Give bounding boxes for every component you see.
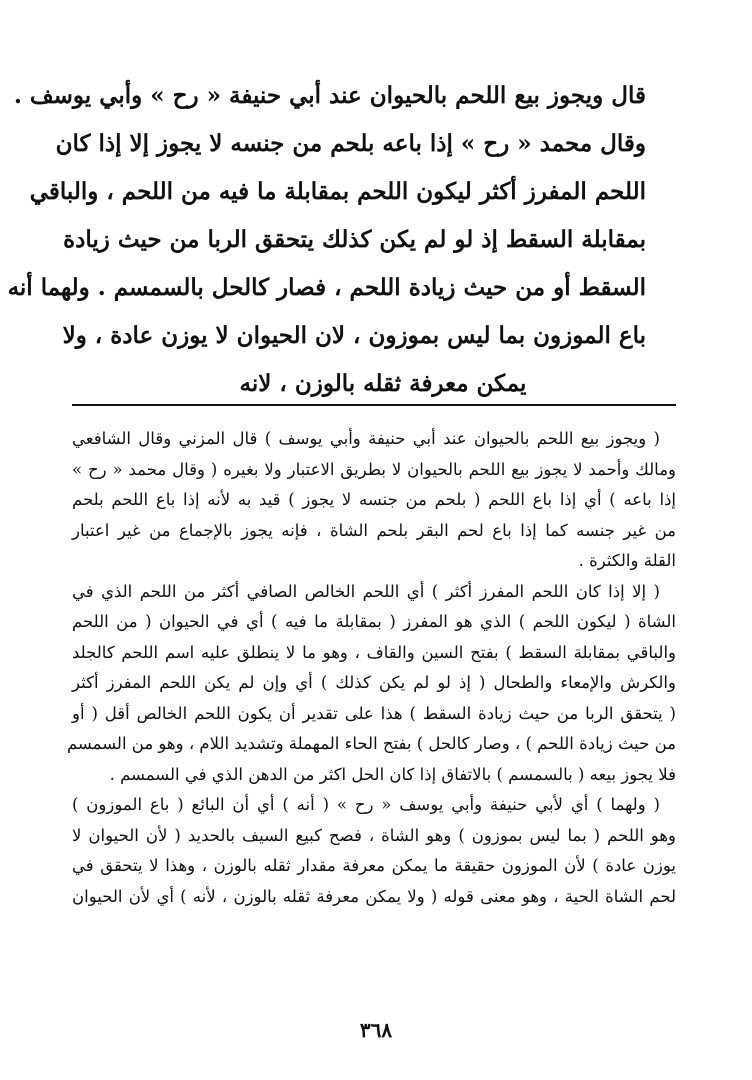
main-text-line: بمقابلة السقط إذ لو لم يكن كذلك يتحقق الربا من حيث زيادة (63, 226, 646, 253)
page-number: ٣٦٨ (359, 1018, 393, 1042)
main-text-block (7, 72, 646, 408)
commentary-line: وهو اللحم ( بما ليس بموزون ) وهو الشاة ، فصح كبيع السيف بالحديد ( لأن الحيوان لا (72, 825, 676, 845)
commentary-line: ( يتحقق الربا من حيث زيادة السقط ) هذا على تقدير أن يكون اللحم الخالص أقل ( أو (72, 703, 676, 723)
main-text-line: اللحم المفرز أكثر ليكون اللحم بمقابلة ما فيه من اللحم ، والباقي (29, 178, 646, 205)
section-divider (72, 404, 676, 406)
main-text-line: قال ويجوز بيع اللحم بالحيوان عند أبي حنيفة « رح » وأبي يوسف . (13, 82, 646, 109)
commentary-line: لحم الشاة الحية ، وهو معنى قوله ( ولا يمكن معرفة ثقله بالوزن ، لأنه ) أي لأن الحيوان (72, 886, 676, 906)
commentary-line: ( ويجوز بيع اللحم بالحيوان عند أبي حنيفة وأبي يوسف ) قال المزني وقال الشافعي (72, 429, 660, 448)
main-text-line: باع الموزون بما ليس بموزون ، لان الحيوان لا يوزن عادة ، ولا (62, 322, 646, 349)
main-text-line: يمكن معرفة ثقله بالوزن ، لانه (239, 370, 527, 397)
commentary-line: إذا باعه ) أي إذا باع اللحم ( بلحم من جنسه لا يجوز ) قيد به لأنه إذا باع اللحم بلحم (72, 490, 676, 509)
commentary-line: من غير جنسه كما إذا باع لحم البقر بلحم الشاة ، فإنه يجوز بالإجماع من غير اعتبار (72, 520, 676, 540)
commentary-line: من حيث زيادة اللحم ) ، وصار كالحل ) بفتح الحاء المهملة وتشديد اللام ، وهو من السمسم (66, 734, 676, 753)
main-text-line: السقط أو من حيث زيادة اللحم ، فصار كالحل بالسمسم . ولهما أنه (7, 274, 646, 301)
commentary-line: ( إلا إذا كان اللحم المفرز أكثر ) أي اللحم الخالص الصافي أكثر من اللحم الذي في (72, 581, 660, 601)
commentary-line: الشاة ( ليكون اللحم ) الذي هو المفرز ( بمقابلة ما فيه ) أي في الحيوان ( من اللحم (72, 612, 676, 631)
commentary-line: ومالك وأحمد لا يجوز بيع اللحم بالحيوان لا بطريق الاعتبار ولا بغيره ( وقال محمد « رح » (72, 459, 676, 479)
commentary-line: القلة والكثرة . (578, 551, 676, 570)
commentary-line: والباقي بمقابلة السقط ) بفتح السين والقاف ، وهو ما لا ينطلق عليه اسم اللحم كالجلد (72, 642, 676, 662)
commentary-line: يوزن عادة ) لأن الموزون حقيقة ما يمكن معرفة مقدار ثقله بالوزن ، وهذا لا يتحقق في (72, 856, 676, 875)
commentary-line: والكرش والإمعاء والطحال ( إذ لو لم يكن كذلك ) أي وإن لم يكن اللحم المفرز أكثر (72, 673, 676, 692)
commentary-line: فلا يجوز بيعه ( بالسمسم ) بالاتفاق إذا كان الحل اكثر من الدهن الذي في السمسم . (109, 764, 676, 784)
commentary-block (66, 424, 676, 912)
commentary-line: ( ولهما ) أي لأبي حنيفة وأبي يوسف « رح » ( أنه ) أي أن البائع ( باع الموزون ) (72, 795, 660, 814)
main-text-line: وقال محمد « رح » إذا باعه بلحم من جنسه لا يجوز إلا إذا كان (55, 130, 646, 157)
